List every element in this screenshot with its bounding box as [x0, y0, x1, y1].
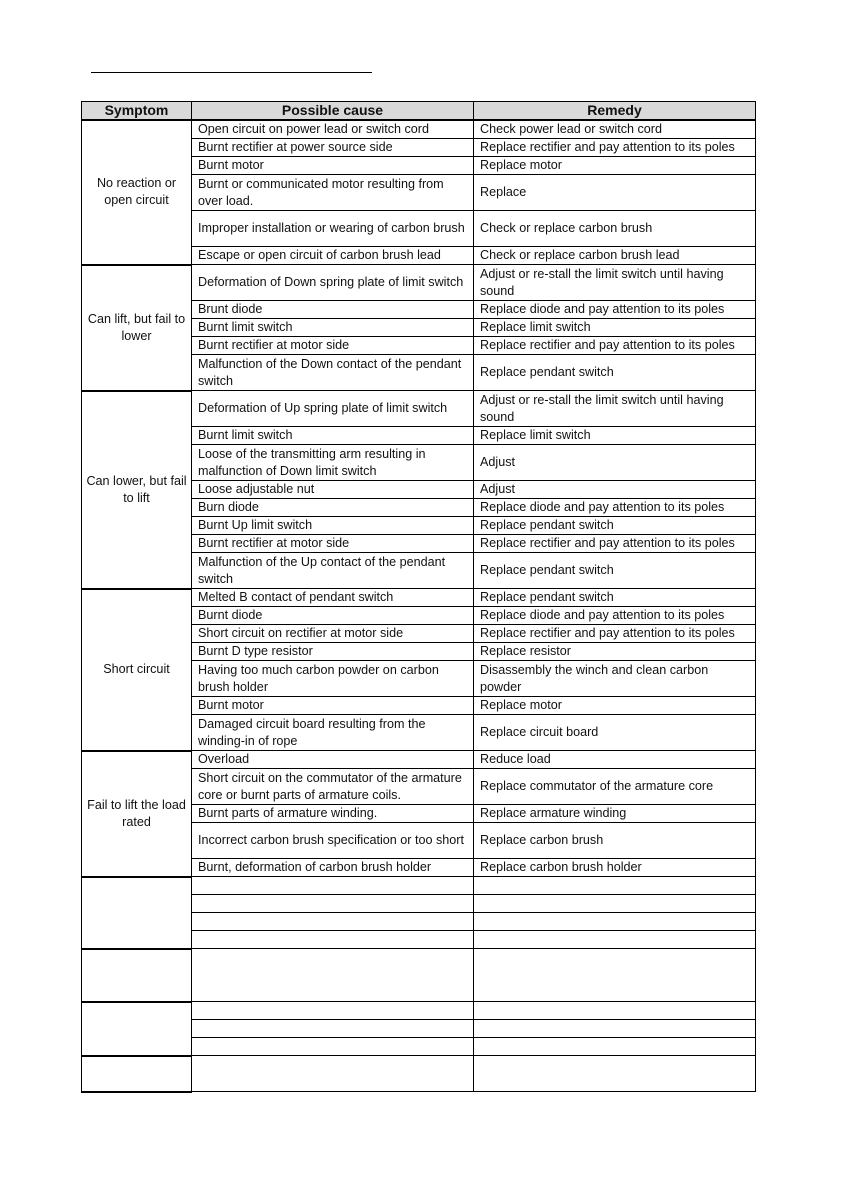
- blank-cell: [474, 931, 756, 949]
- cause-cell: Loose adjustable nut: [192, 481, 474, 499]
- table-row: [82, 391, 756, 427]
- remedy-cell: Adjust or re-stall the limit switch until having sound: [474, 265, 756, 301]
- cause-cell: Burn diode: [192, 499, 474, 517]
- cause-cell: Loose of the transmitting arm resulting in malfunction of Down limit switch: [192, 445, 474, 481]
- cause-cell: Deformation of Down spring plate of limit switch: [192, 265, 474, 301]
- blank-cell: [474, 1020, 756, 1038]
- blank-cell: [474, 1038, 756, 1056]
- remedy-cell: Adjust: [474, 445, 756, 481]
- blank-row: [82, 1002, 756, 1020]
- cause-cell: Burnt Up limit switch: [192, 517, 474, 535]
- cause-cell: Burnt D type resistor: [192, 643, 474, 661]
- remedy-cell: Replace limit switch: [474, 319, 756, 337]
- blank-cell: [192, 1056, 474, 1092]
- blank-symptom-cell: [82, 1056, 192, 1092]
- blank-cell: [474, 895, 756, 913]
- cause-cell: Malfunction of the Down contact of the pendant switch: [192, 355, 474, 391]
- remedy-cell: Replace pendant switch: [474, 517, 756, 535]
- cause-cell: Burnt limit switch: [192, 427, 474, 445]
- remedy-cell: Replace armature winding: [474, 805, 756, 823]
- remedy-cell: Replace resistor: [474, 643, 756, 661]
- blank-cell: [192, 895, 474, 913]
- remedy-cell: Replace carbon brush: [474, 823, 756, 859]
- cause-cell: Overload: [192, 751, 474, 769]
- remedy-cell: Replace commutator of the armature core: [474, 769, 756, 805]
- blank-cell: [192, 1020, 474, 1038]
- blank-cell: [474, 913, 756, 931]
- cause-cell: Brunt diode: [192, 301, 474, 319]
- header-remedy: Remedy: [474, 102, 756, 121]
- cause-cell: Deformation of Up spring plate of limit switch: [192, 391, 474, 427]
- table-row: [82, 589, 756, 607]
- symptom-cell: Short circuit: [82, 589, 192, 751]
- remedy-cell: Replace diode and pay attention to its poles: [474, 301, 756, 319]
- remedy-cell: Replace motor: [474, 697, 756, 715]
- header-possible-cause: Possible cause: [192, 102, 474, 121]
- remedy-cell: Replace pendant switch: [474, 355, 756, 391]
- remedy-cell: Replace diode and pay attention to its poles: [474, 607, 756, 625]
- remedy-cell: Disassembly the winch and clean carbon powder: [474, 661, 756, 697]
- cause-cell: Short circuit on rectifier at motor side: [192, 625, 474, 643]
- cause-cell: Escape or open circuit of carbon brush lead: [192, 247, 474, 265]
- remedy-cell: Replace carbon brush holder: [474, 859, 756, 877]
- remedy-cell: Replace limit switch: [474, 427, 756, 445]
- cause-cell: Burnt diode: [192, 607, 474, 625]
- cause-cell: Burnt, deformation of carbon brush holder: [192, 859, 474, 877]
- cause-cell: Having too much carbon powder on carbon brush holder: [192, 661, 474, 697]
- blank-row: [82, 949, 756, 1002]
- table-row: [82, 265, 756, 301]
- cause-cell: Burnt limit switch: [192, 319, 474, 337]
- remedy-cell: Replace: [474, 175, 756, 211]
- remedy-cell: Adjust or re-stall the limit switch until having sound: [474, 391, 756, 427]
- remedy-cell: Check power lead or switch cord: [474, 120, 756, 139]
- header-row: [82, 102, 756, 121]
- cause-cell: Burnt rectifier at motor side: [192, 535, 474, 553]
- remedy-cell: Replace pendant switch: [474, 589, 756, 607]
- cause-cell: Damaged circuit board resulting from the winding-in of rope: [192, 715, 474, 751]
- remedy-cell: Replace rectifier and pay attention to its poles: [474, 625, 756, 643]
- cause-cell: Burnt rectifier at power source side: [192, 139, 474, 157]
- troubleshooting-table: [81, 101, 756, 1093]
- cause-cell: Burnt rectifier at motor side: [192, 337, 474, 355]
- blank-row: [82, 1056, 756, 1092]
- remedy-cell: Replace circuit board: [474, 715, 756, 751]
- blank-cell: [474, 877, 756, 895]
- symptom-cell: Fail to lift the load rated: [82, 751, 192, 877]
- blank-cell: [192, 913, 474, 931]
- blank-cell: [474, 1056, 756, 1092]
- remedy-cell: Replace rectifier and pay attention to its poles: [474, 139, 756, 157]
- remedy-cell: Reduce load: [474, 751, 756, 769]
- blank-symptom-cell: [82, 1002, 192, 1056]
- remedy-cell: Replace motor: [474, 157, 756, 175]
- cause-cell: Burnt motor: [192, 157, 474, 175]
- blank-cell: [192, 877, 474, 895]
- cause-cell: Incorrect carbon brush specification or too short: [192, 823, 474, 859]
- symptom-cell: Can lower, but fail to lift: [82, 391, 192, 589]
- blank-symptom-cell: [82, 877, 192, 949]
- remedy-cell: Adjust: [474, 481, 756, 499]
- blank-cell: [192, 949, 474, 1002]
- table-row: [82, 751, 756, 769]
- remedy-cell: Replace pendant switch: [474, 553, 756, 589]
- remedy-cell: Check or replace carbon brush lead: [474, 247, 756, 265]
- cause-cell: Improper installation or wearing of carbon brush: [192, 211, 474, 247]
- header-symptom: Symptom: [82, 102, 192, 121]
- table-row: [82, 120, 756, 139]
- symptom-cell: No reaction or open circuit: [82, 120, 192, 265]
- cause-cell: Burnt parts of armature winding.: [192, 805, 474, 823]
- remedy-cell: Replace diode and pay attention to its poles: [474, 499, 756, 517]
- cause-cell: Burnt motor: [192, 697, 474, 715]
- blank-cell: [474, 1002, 756, 1020]
- cause-cell: Melted B contact of pendant switch: [192, 589, 474, 607]
- blank-cell: [192, 1038, 474, 1056]
- cause-cell: Short circuit on the commutator of the armature core or burnt parts of armature coils.: [192, 769, 474, 805]
- cause-cell: Open circuit on power lead or switch cord: [192, 120, 474, 139]
- blank-cell: [192, 931, 474, 949]
- blank-row: [82, 877, 756, 895]
- section-title-underline: [91, 72, 372, 73]
- remedy-cell: Replace rectifier and pay attention to its poles: [474, 337, 756, 355]
- blank-cell: [474, 949, 756, 1002]
- cause-cell: Malfunction of the Up contact of the pendant switch: [192, 553, 474, 589]
- blank-cell: [192, 1002, 474, 1020]
- cause-cell: Burnt or communicated motor resulting from over load.: [192, 175, 474, 211]
- remedy-cell: Check or replace carbon brush: [474, 211, 756, 247]
- remedy-cell: Replace rectifier and pay attention to its poles: [474, 535, 756, 553]
- blank-symptom-cell: [82, 949, 192, 1002]
- symptom-cell: Can lift, but fail to lower: [82, 265, 192, 391]
